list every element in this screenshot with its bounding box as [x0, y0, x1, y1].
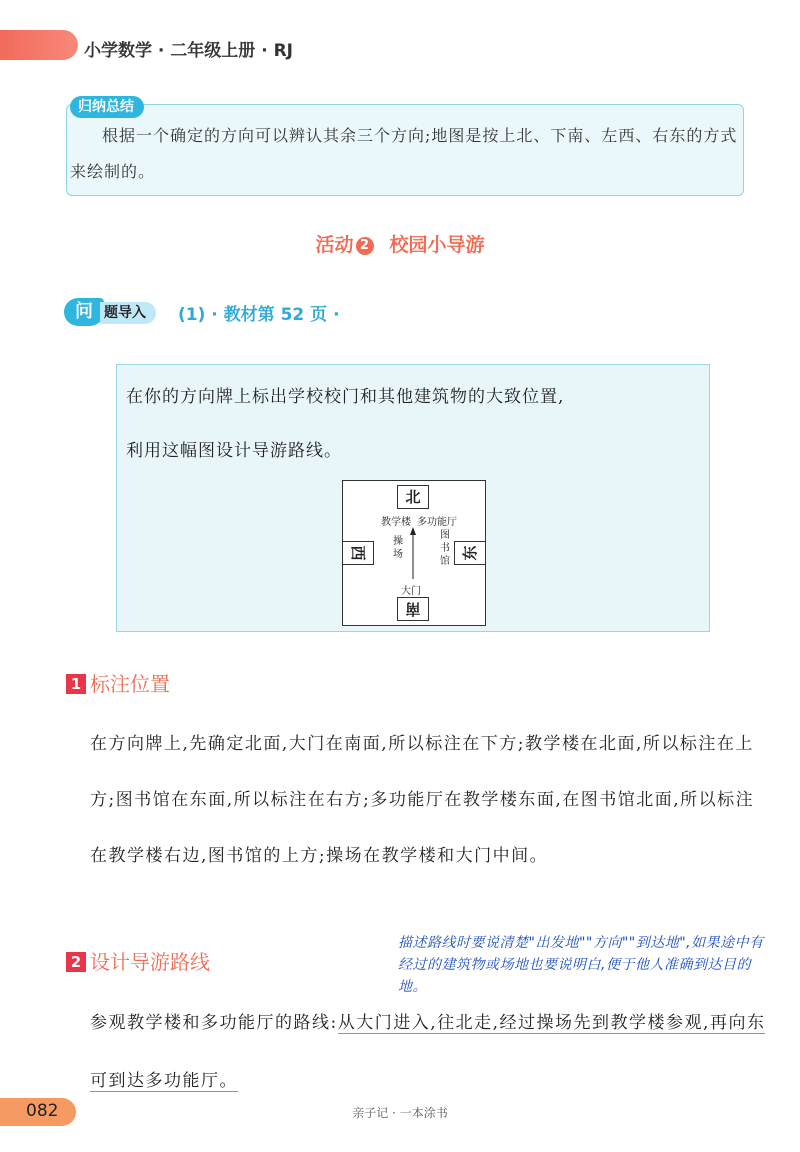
section-2-number: 2	[66, 952, 86, 972]
section-1-text: 在方向牌上,先确定北面,大门在南面,所以标注在下方;教学楼在北面,所以标注在上方;图书馆在东面,所以标注在右方;多功能厅在教学楼东面,在图书馆北面,所以标注在教学楼右边,图书馆的上方;操场在教学楼和大门中间。	[90, 734, 755, 866]
section-2-title: 设计导游路线	[90, 950, 210, 974]
route-answer: 从大门进入,往北走,经过操场先到教学楼参观,再向东可到达多功能厅。	[90, 1013, 766, 1091]
summary-text: 根据一个确定的方向可以辨认其余三个方向;地图是按上北、下南、左西、右东的方式来绘制的。	[70, 126, 738, 181]
section-2-heading	[66, 946, 210, 975]
activity-label: 活动	[315, 234, 354, 256]
summary-tag: 归纳总结	[70, 96, 144, 118]
page-number: 082	[26, 1101, 59, 1121]
textbook-reference: (1) · 教材第 52 页 ·	[178, 305, 340, 325]
header-accent-bar	[0, 30, 78, 60]
activity-title	[0, 230, 800, 257]
route-paragraph	[90, 994, 770, 1110]
activity-name: 校园小导游	[389, 234, 485, 256]
route-question: 参观教学楼和多功能厅的路线:	[90, 1013, 338, 1033]
playground-label: 操场	[393, 536, 403, 560]
question-tag-label: 题导入	[100, 302, 156, 324]
problem-line-1: 在你的方向牌上标出学校校门和其他建筑物的大致位置,	[126, 387, 565, 407]
problem-line-2: 利用这幅图设计导游路线。	[126, 441, 342, 461]
west-label: 西	[342, 541, 374, 565]
south-label: 南	[397, 597, 429, 621]
problem-text	[126, 370, 706, 478]
gate-label: 大门	[401, 586, 421, 597]
book-title: 小学数学 · 二年级上册 · RJ	[84, 41, 294, 61]
question-tag-icon: 问	[64, 298, 104, 326]
handwritten-note: 描述路线时要说清楚"出发地""方向""到达地",如果途中有经过的建筑物或场地也要说明白,便于他人准确到达目的地。	[398, 935, 764, 995]
footer-brand: 亲子记 · 一本涂书	[352, 1106, 448, 1120]
section-1-title: 标注位置	[90, 672, 170, 696]
multi-hall-label: 多功能厅	[417, 517, 457, 528]
teaching-building-label: 教学楼	[381, 517, 411, 528]
north-arrow-icon	[343, 481, 485, 625]
section-1-number: 1	[66, 674, 86, 694]
library-label: 图书馆	[440, 530, 450, 567]
section-1-heading	[66, 668, 170, 697]
direction-sign-diagram	[342, 480, 486, 626]
activity-number: 2	[356, 237, 374, 255]
east-label: 东	[454, 541, 486, 565]
north-label: 北	[397, 485, 429, 509]
